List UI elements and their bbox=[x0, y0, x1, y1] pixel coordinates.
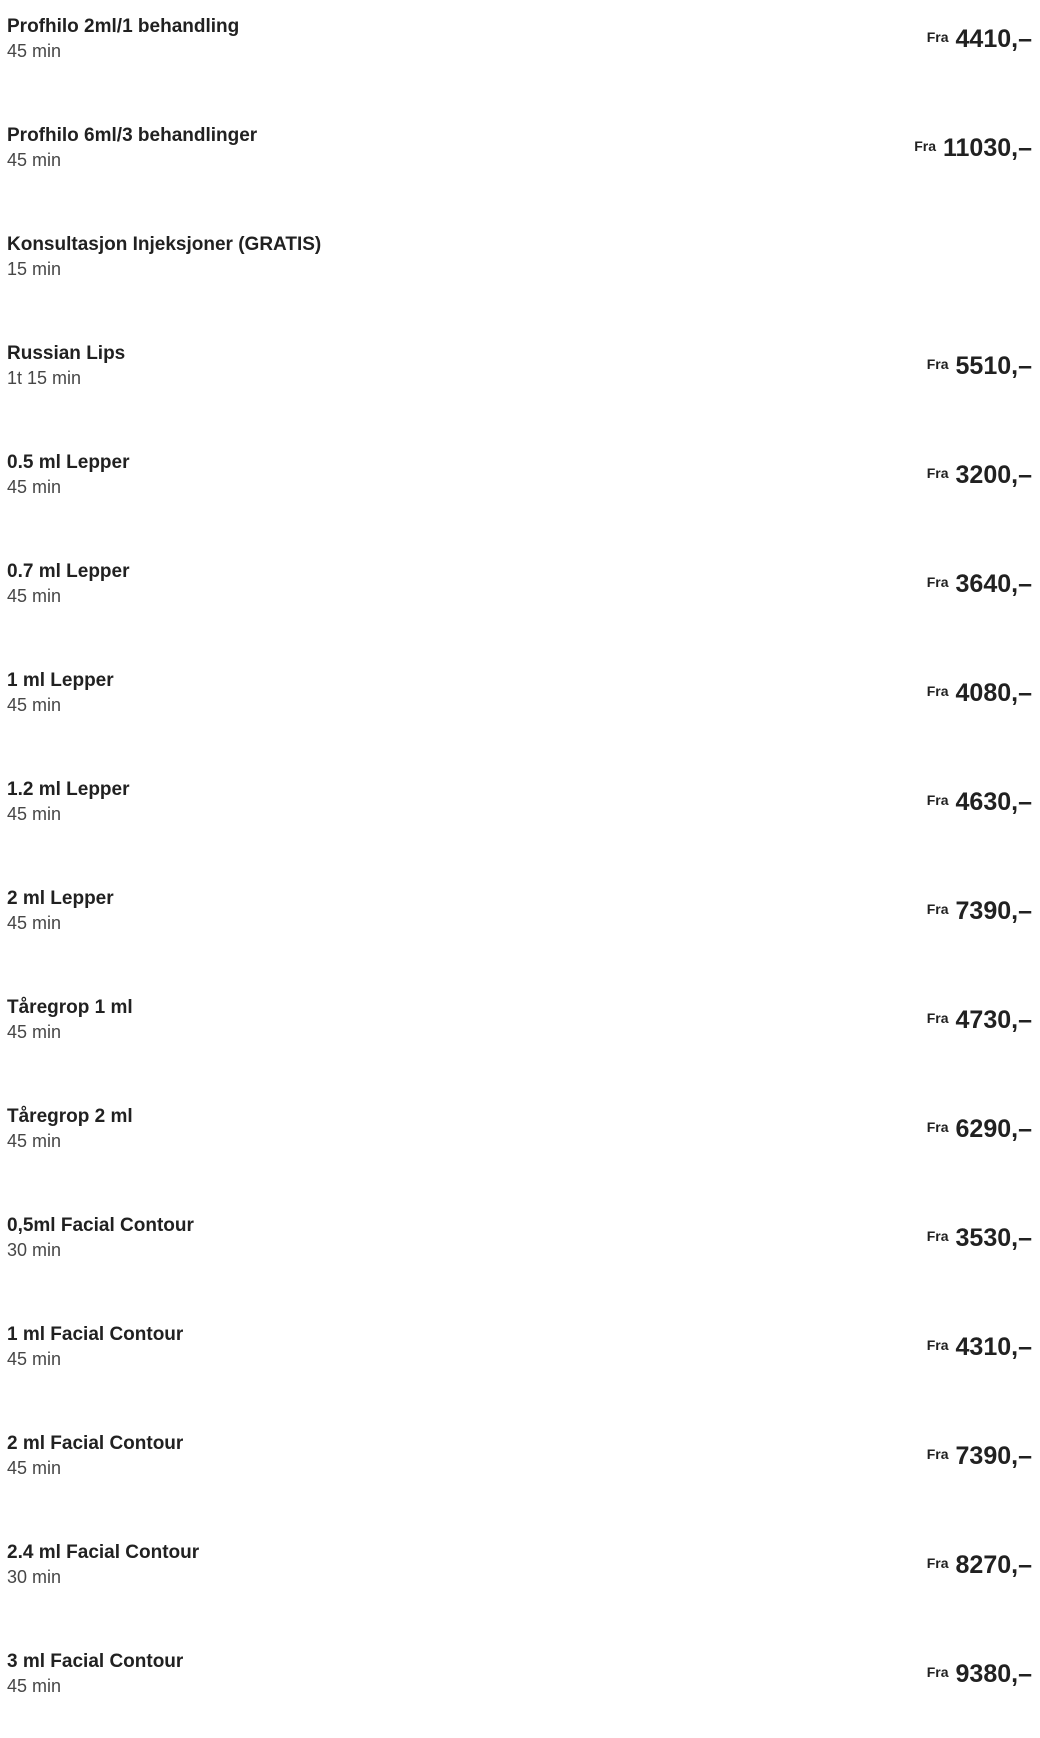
price-prefix: Fra bbox=[926, 1010, 949, 1026]
price-amount: 4310,– bbox=[955, 1333, 1032, 1361]
service-row[interactable] bbox=[7, 1105, 1033, 1153]
service-price bbox=[927, 570, 1033, 598]
service-name: 3 ml Facial Contour bbox=[7, 1651, 184, 1672]
price-prefix: Fra bbox=[926, 1555, 949, 1571]
service-duration: 45 min bbox=[7, 913, 62, 933]
service-info bbox=[7, 560, 130, 608]
service-row[interactable] bbox=[7, 996, 1033, 1044]
service-info bbox=[7, 1105, 133, 1153]
service-name: 1 ml Facial Contour bbox=[7, 1324, 184, 1345]
price-prefix: Fra bbox=[926, 29, 949, 45]
service-duration: 45 min bbox=[7, 150, 62, 170]
service-info bbox=[7, 1650, 183, 1698]
price-amount: 4080,– bbox=[955, 679, 1032, 707]
service-row[interactable] bbox=[7, 342, 1033, 390]
service-row[interactable] bbox=[7, 15, 1033, 63]
price-amount: 5510,– bbox=[955, 352, 1032, 380]
price-amount: 4410,– bbox=[955, 25, 1032, 53]
service-price bbox=[927, 679, 1033, 707]
service-price bbox=[927, 25, 1033, 53]
service-price bbox=[927, 352, 1033, 380]
price-amount: 3530,– bbox=[955, 1224, 1032, 1252]
service-row[interactable] bbox=[7, 1214, 1033, 1262]
service-duration: 30 min bbox=[7, 1567, 62, 1587]
service-price bbox=[927, 1442, 1033, 1470]
service-row[interactable] bbox=[7, 669, 1033, 717]
price-amount: 8270,– bbox=[955, 1551, 1032, 1579]
price-amount: 4730,– bbox=[955, 1006, 1032, 1034]
service-duration: 45 min bbox=[7, 1349, 62, 1369]
service-name: 0.7 ml Lepper bbox=[7, 561, 130, 582]
price-prefix: Fra bbox=[926, 683, 949, 699]
service-name: 0,5ml Facial Contour bbox=[7, 1215, 194, 1236]
service-row[interactable] bbox=[7, 1541, 1033, 1589]
price-amount: 3640,– bbox=[955, 570, 1032, 598]
service-name: 1 ml Lepper bbox=[7, 670, 114, 691]
service-info bbox=[7, 887, 114, 935]
service-row[interactable] bbox=[7, 1323, 1033, 1371]
service-duration: 45 min bbox=[7, 804, 62, 824]
service-info bbox=[7, 1323, 183, 1371]
service-duration: 30 min bbox=[7, 1240, 62, 1260]
service-row[interactable] bbox=[7, 124, 1033, 172]
service-price bbox=[927, 1333, 1033, 1361]
service-row[interactable] bbox=[7, 887, 1033, 935]
service-price bbox=[927, 1660, 1033, 1688]
service-duration: 45 min bbox=[7, 586, 62, 606]
service-name: 0.5 ml Lepper bbox=[7, 452, 130, 473]
price-prefix: Fra bbox=[926, 1119, 949, 1135]
service-duration: 45 min bbox=[7, 41, 62, 61]
service-duration: 45 min bbox=[7, 1458, 62, 1478]
price-prefix: Fra bbox=[926, 901, 949, 917]
service-price bbox=[927, 1551, 1033, 1579]
price-prefix: Fra bbox=[926, 356, 949, 372]
service-price bbox=[927, 788, 1033, 816]
service-name: Tåregrop 1 ml bbox=[7, 997, 133, 1018]
price-prefix: Fra bbox=[926, 1446, 949, 1462]
service-name: 2 ml Facial Contour bbox=[7, 1433, 184, 1454]
service-info bbox=[7, 124, 257, 172]
price-amount: 9380,– bbox=[955, 1660, 1032, 1688]
price-prefix: Fra bbox=[926, 574, 949, 590]
service-info bbox=[7, 778, 130, 826]
service-info bbox=[7, 669, 114, 717]
price-amount: 7390,– bbox=[955, 897, 1032, 925]
service-info bbox=[7, 1432, 183, 1480]
price-amount: 11030,– bbox=[943, 134, 1032, 162]
service-info bbox=[7, 342, 125, 390]
service-info bbox=[7, 996, 133, 1044]
service-duration: 45 min bbox=[7, 477, 62, 497]
service-price bbox=[927, 1115, 1033, 1143]
service-info bbox=[7, 451, 130, 499]
price-prefix: Fra bbox=[926, 1664, 949, 1680]
service-name: 2.4 ml Facial Contour bbox=[7, 1542, 200, 1563]
service-price bbox=[927, 461, 1033, 489]
service-row[interactable] bbox=[7, 1432, 1033, 1480]
service-price bbox=[927, 897, 1033, 925]
service-row[interactable] bbox=[7, 560, 1033, 608]
service-info bbox=[7, 1541, 199, 1589]
price-prefix: Fra bbox=[926, 1337, 949, 1353]
service-row[interactable] bbox=[7, 233, 1033, 281]
service-duration: 45 min bbox=[7, 695, 62, 715]
service-row[interactable] bbox=[7, 1650, 1033, 1698]
service-name: 2 ml Lepper bbox=[7, 888, 114, 909]
service-duration: 45 min bbox=[7, 1131, 62, 1151]
service-duration: 15 min bbox=[7, 259, 62, 279]
price-amount: 6290,– bbox=[955, 1115, 1032, 1143]
service-duration: 45 min bbox=[7, 1022, 62, 1042]
service-duration: 45 min bbox=[7, 1676, 62, 1696]
price-prefix: Fra bbox=[926, 792, 949, 808]
service-info bbox=[7, 1214, 194, 1262]
service-name: Profhilo 2ml/1 behandling bbox=[7, 16, 240, 37]
price-amount: 4630,– bbox=[955, 788, 1032, 816]
service-price bbox=[927, 1224, 1033, 1252]
service-name: 1.2 ml Lepper bbox=[7, 779, 130, 800]
service-duration: 1t 15 min bbox=[7, 368, 82, 388]
service-info bbox=[7, 233, 321, 281]
price-prefix: Fra bbox=[926, 1228, 949, 1244]
service-price bbox=[927, 1006, 1033, 1034]
service-name: Tåregrop 2 ml bbox=[7, 1106, 133, 1127]
service-name: Russian Lips bbox=[7, 343, 126, 364]
price-prefix: Fra bbox=[914, 138, 936, 154]
price-prefix: Fra bbox=[926, 465, 949, 481]
price-amount: 7390,– bbox=[955, 1442, 1032, 1470]
service-name: Profhilo 6ml/3 behandlinger bbox=[7, 125, 258, 146]
service-price bbox=[914, 134, 1033, 162]
service-name: Konsultasjon Injeksjoner (GRATIS) bbox=[7, 234, 322, 255]
service-row[interactable] bbox=[7, 451, 1033, 499]
service-row[interactable] bbox=[7, 778, 1033, 826]
service-info bbox=[7, 15, 239, 63]
price-amount: 3200,– bbox=[955, 461, 1032, 489]
